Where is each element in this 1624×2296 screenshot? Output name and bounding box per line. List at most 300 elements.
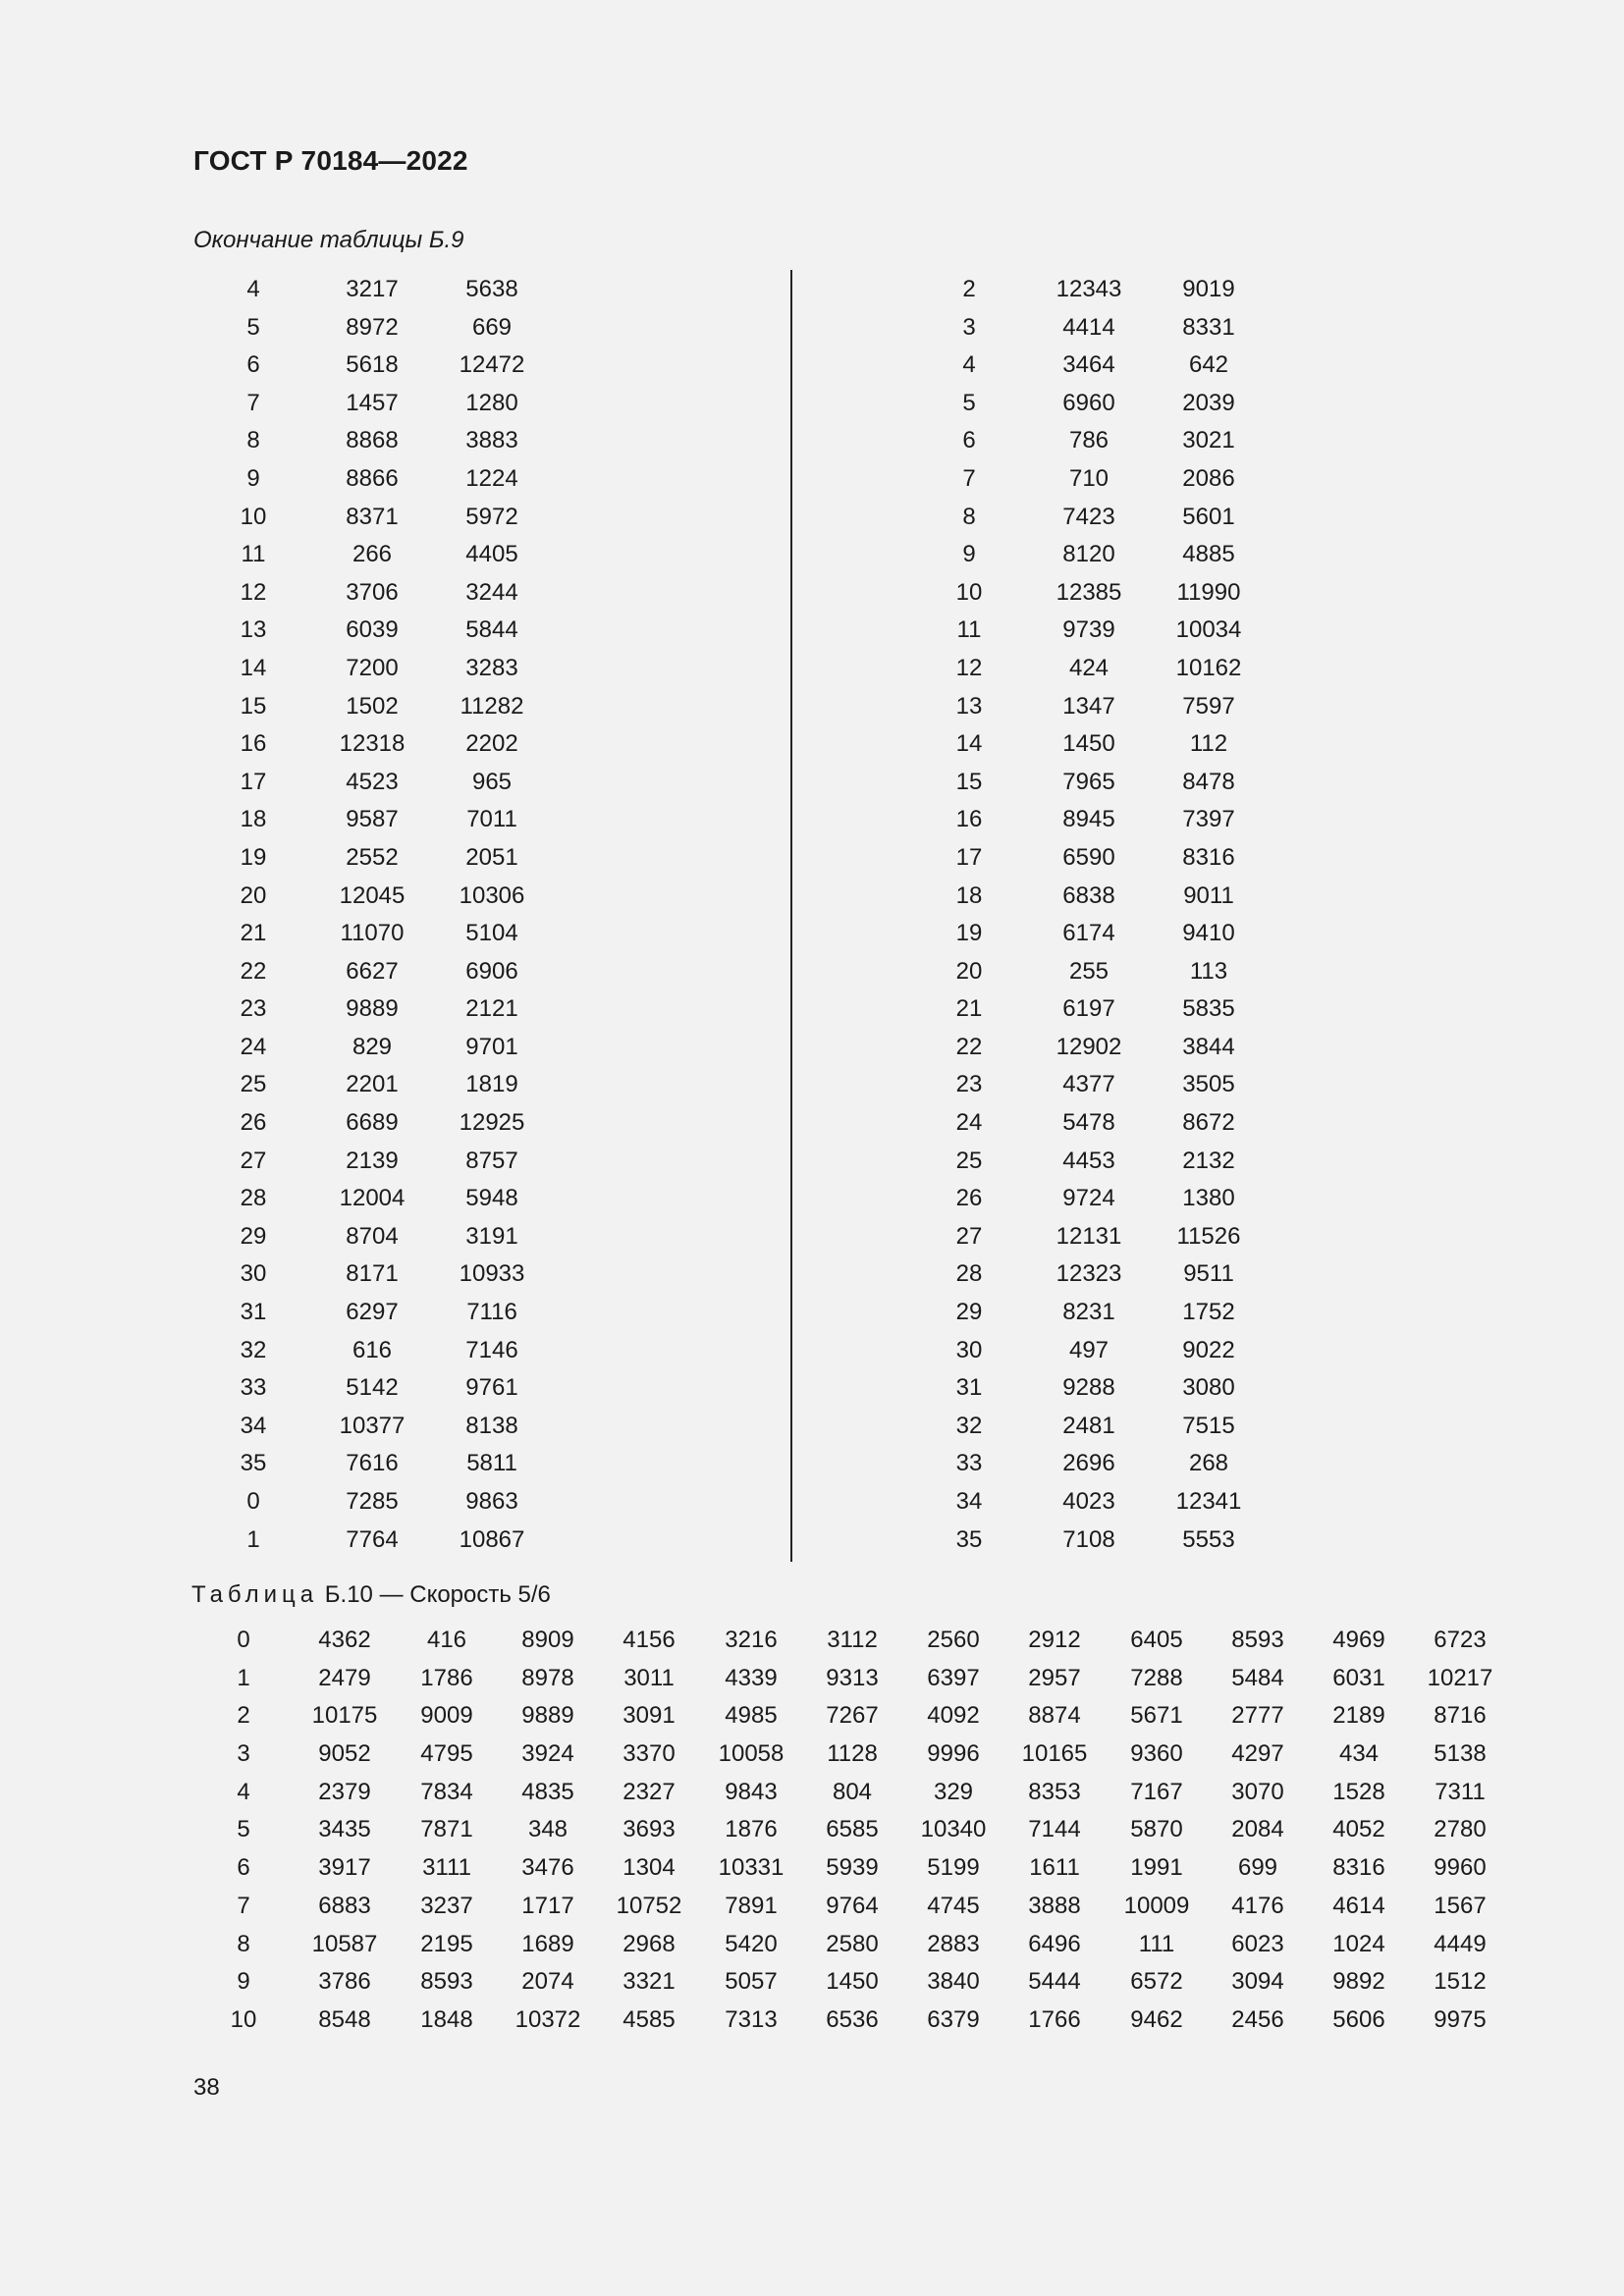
table-cell: 7764 (346, 1525, 399, 1553)
table-cell: 9019 (1182, 276, 1235, 302)
table-cell: 8231 (1062, 1299, 1115, 1326)
row-index-cell: 6 (246, 351, 260, 379)
row-index-cell: 31 (240, 1299, 267, 1326)
table-cell: 3505 (1182, 1071, 1235, 1098)
table-cell: 6031 (1332, 1664, 1385, 1691)
table-row (0, 1892, 1624, 1930)
row-index-cell: 20 (955, 957, 983, 985)
table-cell: 6405 (1130, 1627, 1183, 1653)
table-cell: 642 (1188, 351, 1229, 379)
table-cell: 8478 (1182, 768, 1235, 795)
row-index-cell: 16 (240, 730, 267, 758)
table-cell: 9975 (1434, 2005, 1487, 2033)
table-b10-caption (191, 1581, 551, 1609)
table-cell: 7597 (1182, 692, 1235, 720)
table-cell: 6039 (346, 616, 399, 644)
table-cell: 11526 (1176, 1222, 1241, 1250)
row-index-cell: 3 (237, 1740, 250, 1768)
table-cell: 12902 (1056, 1033, 1122, 1060)
table-cell: 7200 (346, 654, 399, 681)
table-cell: 6536 (826, 2005, 879, 2033)
table-cell: 6689 (346, 1109, 399, 1137)
table-cell: 8331 (1182, 313, 1235, 341)
table-cell: 3094 (1231, 1968, 1284, 1996)
table-cell: 5478 (1062, 1109, 1115, 1137)
table-cell: 12472 (459, 351, 525, 379)
table-cell: 7285 (346, 1488, 399, 1515)
table-cell: 12925 (459, 1109, 525, 1137)
table-cell: 2084 (1231, 1816, 1284, 1843)
table-cell: 9462 (1130, 2005, 1183, 2033)
table-cell: 4449 (1434, 1930, 1487, 1957)
table-cell: 7108 (1062, 1525, 1115, 1553)
table-cell: 7515 (1182, 1412, 1235, 1439)
page-number: 38 (193, 2074, 220, 2101)
table-row (0, 1853, 1624, 1892)
table-cell: 4795 (420, 1740, 473, 1768)
row-index-cell: 30 (240, 1260, 267, 1288)
table-cell: 4414 (1062, 313, 1115, 341)
table-cell: 2121 (465, 995, 518, 1023)
table-cell: 8945 (1062, 806, 1115, 833)
table-cell: 4052 (1332, 1816, 1385, 1843)
table-cell: 5444 (1028, 1968, 1081, 1996)
table-cell: 2201 (346, 1071, 399, 1098)
table-cell: 699 (1237, 1854, 1278, 1882)
row-index-cell: 5 (246, 313, 260, 341)
table-b9-column-divider (790, 270, 792, 1562)
row-index-cell: 35 (240, 1450, 267, 1477)
table-cell: 9052 (318, 1740, 371, 1768)
table-cell: 4585 (623, 2005, 676, 2033)
table-cell: 7616 (346, 1450, 399, 1477)
table-cell: 6496 (1028, 1930, 1081, 1957)
table-cell: 3080 (1182, 1374, 1235, 1402)
table-cell: 4092 (927, 1702, 980, 1730)
table-cell: 1766 (1028, 2005, 1081, 2033)
table-cell: 3370 (623, 1740, 676, 1768)
row-index-cell: 12 (955, 654, 983, 681)
row-index-cell: 22 (955, 1033, 983, 1060)
table-b10 (0, 1626, 1624, 2044)
table-cell: 3011 (623, 1664, 675, 1691)
table-cell: 6960 (1062, 389, 1115, 416)
row-index-cell: 7 (237, 1892, 250, 1919)
table-cell: 7834 (420, 1778, 473, 1805)
table-cell: 7288 (1130, 1664, 1183, 1691)
table-cell: 5948 (465, 1185, 518, 1212)
row-index-cell: 27 (240, 1147, 267, 1174)
table-cell: 1786 (420, 1664, 473, 1691)
table-cell: 5671 (1130, 1702, 1183, 1730)
table-cell: 3244 (465, 578, 518, 606)
row-index-cell: 6 (962, 427, 976, 454)
table-cell: 2132 (1182, 1147, 1235, 1174)
table-cell: 9843 (725, 1778, 778, 1805)
row-index-cell: 30 (955, 1336, 983, 1363)
table-cell: 6197 (1062, 995, 1115, 1023)
table-cell: 2883 (927, 1930, 980, 1957)
row-index-cell: 28 (240, 1185, 267, 1212)
table-cell: 8138 (465, 1412, 518, 1439)
table-cell: 7423 (1062, 503, 1115, 530)
table-cell: 268 (1188, 1450, 1229, 1477)
table-cell: 8909 (521, 1627, 574, 1653)
table-cell: 3111 (422, 1854, 471, 1882)
table-cell: 10377 (339, 1412, 406, 1439)
row-index-cell: 16 (955, 806, 983, 833)
table-cell: 12004 (339, 1185, 406, 1212)
table-cell: 2696 (1062, 1450, 1115, 1477)
row-index-cell: 11 (241, 541, 266, 568)
table-cell: 9313 (826, 1664, 879, 1691)
row-index-cell: 4 (237, 1778, 250, 1805)
row-index-cell: 31 (955, 1374, 983, 1402)
table-cell: 416 (426, 1627, 467, 1653)
table-cell: 10340 (920, 1816, 987, 1843)
table-cell: 5972 (465, 503, 518, 530)
row-index-cell: 8 (237, 1930, 250, 1957)
row-index-cell: 28 (955, 1260, 983, 1288)
table-row (0, 1701, 1624, 1739)
table-cell: 6585 (826, 1816, 879, 1843)
table-cell: 3216 (725, 1627, 778, 1653)
table-cell: 7965 (1062, 768, 1115, 795)
table-cell: 2580 (826, 1930, 879, 1957)
table-cell: 12385 (1056, 578, 1122, 606)
table-cell: 5638 (465, 276, 518, 302)
row-index-cell: 24 (240, 1033, 267, 1060)
table-cell: 5553 (1182, 1525, 1235, 1553)
table-row (0, 1664, 1624, 1702)
table-cell: 9360 (1130, 1740, 1183, 1768)
table-cell: 1567 (1434, 1892, 1487, 1919)
table-cell: 3021 (1182, 427, 1235, 454)
row-index-cell: 23 (955, 1071, 983, 1098)
table-cell: 9724 (1062, 1185, 1115, 1212)
table-cell: 2189 (1332, 1702, 1385, 1730)
table-cell: 2957 (1028, 1664, 1081, 1691)
table-cell: 2456 (1231, 2005, 1284, 2033)
table-cell: 2912 (1028, 1627, 1081, 1653)
table-cell: 112 (1189, 730, 1228, 758)
table-cell: 4377 (1062, 1071, 1115, 1098)
table-cell: 804 (832, 1778, 873, 1805)
table-cell: 2139 (346, 1147, 399, 1174)
row-index-cell: 0 (246, 1488, 260, 1515)
row-index-cell: 1 (237, 1664, 250, 1691)
table-cell: 1128 (827, 1740, 878, 1768)
row-index-cell: 17 (240, 768, 267, 795)
table-cell: 8371 (346, 503, 399, 530)
table-cell: 8353 (1028, 1778, 1081, 1805)
table-cell: 4362 (318, 1627, 371, 1653)
table-cell: 9960 (1434, 1854, 1487, 1882)
table-cell: 2968 (623, 1930, 676, 1957)
table-cell: 3091 (623, 1702, 676, 1730)
table-cell: 7891 (725, 1892, 778, 1919)
table-cell: 5870 (1130, 1816, 1183, 1843)
table-cell: 7144 (1028, 1816, 1081, 1843)
table-cell: 10752 (616, 1892, 682, 1919)
table-cell: 10867 (459, 1525, 525, 1553)
table-cell: 111 (1138, 1930, 1175, 1957)
table-cell: 4405 (465, 541, 518, 568)
table-cell: 616 (352, 1336, 393, 1363)
table-cell: 1280 (465, 389, 518, 416)
row-index-cell: 18 (240, 806, 267, 833)
row-index-cell: 14 (955, 730, 983, 758)
table-cell: 10217 (1427, 1664, 1493, 1691)
table-cell: 4745 (927, 1892, 980, 1919)
row-index-cell: 15 (955, 768, 983, 795)
table-cell: 6297 (346, 1299, 399, 1326)
table-cell: 9889 (346, 995, 399, 1023)
table-cell: 8972 (346, 313, 399, 341)
table-cell: 5606 (1332, 2005, 1385, 2033)
table-b10-caption-title: Б.10 — Скорость 5/6 (324, 1581, 551, 1608)
row-index-cell: 32 (955, 1412, 983, 1439)
table-cell: 965 (471, 768, 513, 795)
table-cell: 255 (1068, 957, 1110, 985)
table-cell: 424 (1068, 654, 1110, 681)
table-cell: 8978 (521, 1664, 574, 1691)
table-cell: 9996 (927, 1740, 980, 1768)
table-cell: 3217 (346, 276, 399, 302)
row-index-cell: 5 (237, 1816, 250, 1843)
table-cell: 2051 (465, 843, 518, 871)
table-cell: 8874 (1028, 1702, 1081, 1730)
table-cell: 497 (1068, 1336, 1110, 1363)
table-cell: 6590 (1062, 843, 1115, 871)
table-cell: 9511 (1183, 1260, 1234, 1288)
row-index-cell: 5 (962, 389, 976, 416)
table-cell: 829 (352, 1033, 393, 1060)
table-cell: 9022 (1182, 1336, 1235, 1363)
table-cell: 3464 (1062, 351, 1115, 379)
table-cell: 8316 (1332, 1854, 1385, 1882)
table-cell: 10162 (1175, 654, 1242, 681)
table-cell: 1528 (1332, 1778, 1385, 1805)
table-cell: 1457 (346, 389, 399, 416)
table-cell: 3917 (318, 1854, 371, 1882)
table-cell: 8672 (1182, 1109, 1235, 1137)
row-index-cell: 27 (955, 1222, 983, 1250)
table-cell: 5199 (927, 1854, 980, 1882)
document-header-title: ГОСТ Р 70184—2022 (193, 145, 468, 176)
table-cell: 8716 (1434, 1702, 1487, 1730)
row-index-cell: 19 (955, 920, 983, 947)
table-cell: 1224 (465, 464, 518, 492)
table-cell: 12323 (1056, 1260, 1122, 1288)
table-cell: 10009 (1123, 1892, 1190, 1919)
table-cell: 3924 (521, 1740, 574, 1768)
table-cell: 6572 (1130, 1968, 1183, 1996)
table-row (0, 1626, 1624, 1664)
table-cell: 7011 (466, 806, 517, 833)
table-cell: 1611 (1029, 1854, 1080, 1882)
table-cell: 3706 (346, 578, 399, 606)
row-index-cell: 21 (955, 995, 983, 1023)
row-index-cell: 19 (240, 843, 267, 871)
table-cell: 1380 (1182, 1185, 1235, 1212)
table-cell: 10933 (459, 1260, 525, 1288)
row-index-cell: 21 (240, 920, 267, 947)
row-index-cell: 2 (237, 1702, 250, 1730)
table-cell: 1689 (521, 1930, 574, 1957)
table-cell: 8120 (1062, 541, 1115, 568)
table-cell: 10175 (311, 1702, 378, 1730)
table-cell: 9701 (465, 1033, 518, 1060)
table-cell: 2195 (420, 1930, 473, 1957)
table-cell: 9761 (465, 1374, 518, 1402)
table-b9-caption: Окончание таблицы Б.9 (193, 227, 464, 253)
table-cell: 4985 (725, 1702, 778, 1730)
row-index-cell: 25 (240, 1071, 267, 1098)
table-cell: 329 (933, 1778, 974, 1805)
table-cell: 2327 (623, 1778, 676, 1805)
table-cell: 2086 (1182, 464, 1235, 492)
row-index-cell: 33 (240, 1374, 267, 1402)
row-index-cell: 9 (246, 464, 260, 492)
row-index-cell: 8 (246, 427, 260, 454)
table-cell: 5420 (725, 1930, 778, 1957)
table-cell: 10587 (311, 1930, 378, 1957)
table-cell: 8316 (1182, 843, 1235, 871)
table-cell: 6883 (318, 1892, 371, 1919)
row-index-cell: 9 (962, 541, 976, 568)
table-cell: 4023 (1062, 1488, 1115, 1515)
row-index-cell: 9 (237, 1968, 250, 1996)
table-cell: 7116 (466, 1299, 517, 1326)
table-cell: 8757 (465, 1147, 518, 1174)
table-cell: 12318 (339, 730, 406, 758)
row-index-cell: 7 (246, 389, 260, 416)
table-cell: 266 (352, 541, 393, 568)
table-cell: 9892 (1332, 1968, 1385, 1996)
table-cell: 8548 (318, 2005, 371, 2033)
table-cell: 5484 (1231, 1664, 1284, 1691)
table-cell: 7311 (1435, 1778, 1486, 1805)
row-index-cell: 22 (240, 957, 267, 985)
table-cell: 11990 (1176, 578, 1241, 606)
row-index-cell: 35 (955, 1525, 983, 1553)
table-cell: 7267 (826, 1702, 879, 1730)
row-index-cell: 10 (240, 503, 267, 530)
table-cell: 5844 (465, 616, 518, 644)
table-cell: 4156 (623, 1627, 676, 1653)
table-cell: 7167 (1130, 1778, 1183, 1805)
table-cell: 10058 (718, 1740, 785, 1768)
table-cell: 5835 (1182, 995, 1235, 1023)
table-cell: 3840 (927, 1968, 980, 1996)
row-index-cell: 11 (956, 616, 982, 644)
table-cell: 6723 (1434, 1627, 1487, 1653)
table-b10-caption-word: Таблица (191, 1581, 319, 1608)
table-cell: 3693 (623, 1816, 676, 1843)
table-cell: 4835 (521, 1778, 574, 1805)
table-cell: 434 (1338, 1740, 1380, 1768)
row-index-cell: 8 (962, 503, 976, 530)
table-cell: 6838 (1062, 881, 1115, 909)
row-index-cell: 10 (230, 2005, 257, 2033)
table-cell: 5601 (1182, 503, 1235, 530)
table-cell: 10034 (1175, 616, 1242, 644)
row-index-cell: 18 (955, 881, 983, 909)
row-index-cell: 4 (246, 276, 260, 302)
table-cell: 4297 (1231, 1740, 1284, 1768)
table-row (0, 1815, 1624, 1853)
row-index-cell: 0 (237, 1627, 250, 1653)
table-cell: 7313 (725, 2005, 778, 2033)
row-index-cell: 25 (955, 1147, 983, 1174)
table-cell: 9410 (1182, 920, 1235, 947)
table-cell: 3237 (420, 1892, 473, 1919)
table-cell: 3321 (623, 1968, 676, 1996)
row-index-cell: 26 (240, 1109, 267, 1137)
table-cell: 3070 (1231, 1778, 1284, 1805)
row-index-cell: 3 (962, 313, 976, 341)
table-cell: 9009 (420, 1702, 473, 1730)
table-row (0, 1778, 1624, 1816)
table-cell: 11070 (340, 920, 405, 947)
table-cell: 1819 (465, 1071, 518, 1098)
table-cell: 10306 (459, 881, 525, 909)
row-index-cell: 34 (240, 1412, 267, 1439)
table-cell: 1024 (1332, 1930, 1385, 1957)
table-row (0, 1739, 1624, 1778)
table-cell: 5618 (346, 351, 399, 379)
table-cell: 5057 (725, 1968, 778, 1996)
table-cell: 10331 (718, 1854, 785, 1882)
table-cell: 2479 (318, 1664, 371, 1691)
table-cell: 2074 (521, 1968, 574, 1996)
table-cell: 1502 (346, 692, 399, 720)
table-cell: 1450 (826, 1968, 879, 1996)
table-cell: 9764 (826, 1892, 879, 1919)
row-index-cell: 14 (240, 654, 267, 681)
table-cell: 1717 (521, 1892, 574, 1919)
table-cell: 8593 (420, 1968, 473, 1996)
table-cell: 5939 (826, 1854, 879, 1882)
table-cell: 2202 (465, 730, 518, 758)
table-cell: 12045 (339, 881, 406, 909)
row-index-cell: 7 (962, 464, 976, 492)
row-index-cell: 13 (955, 692, 983, 720)
table-cell: 710 (1068, 464, 1110, 492)
table-cell: 3191 (465, 1222, 518, 1250)
table-cell: 4176 (1231, 1892, 1284, 1919)
table-cell: 1752 (1182, 1299, 1235, 1326)
table-cell: 8866 (346, 464, 399, 492)
table-cell: 4969 (1332, 1627, 1385, 1653)
table-cell: 3888 (1028, 1892, 1081, 1919)
table-cell: 3786 (318, 1968, 371, 1996)
table-cell: 6379 (927, 2005, 980, 2033)
table-cell: 3435 (318, 1816, 371, 1843)
table-cell: 9889 (521, 1702, 574, 1730)
table-cell: 1991 (1130, 1854, 1183, 1882)
table-cell: 2379 (318, 1778, 371, 1805)
table-cell: 5811 (466, 1450, 517, 1477)
table-cell: 9011 (1183, 881, 1234, 909)
row-index-cell: 6 (237, 1854, 250, 1882)
row-index-cell: 23 (240, 995, 267, 1023)
table-cell: 3476 (521, 1854, 574, 1882)
table-cell: 2552 (346, 843, 399, 871)
table-cell: 7871 (420, 1816, 473, 1843)
table-row (0, 1967, 1624, 2005)
